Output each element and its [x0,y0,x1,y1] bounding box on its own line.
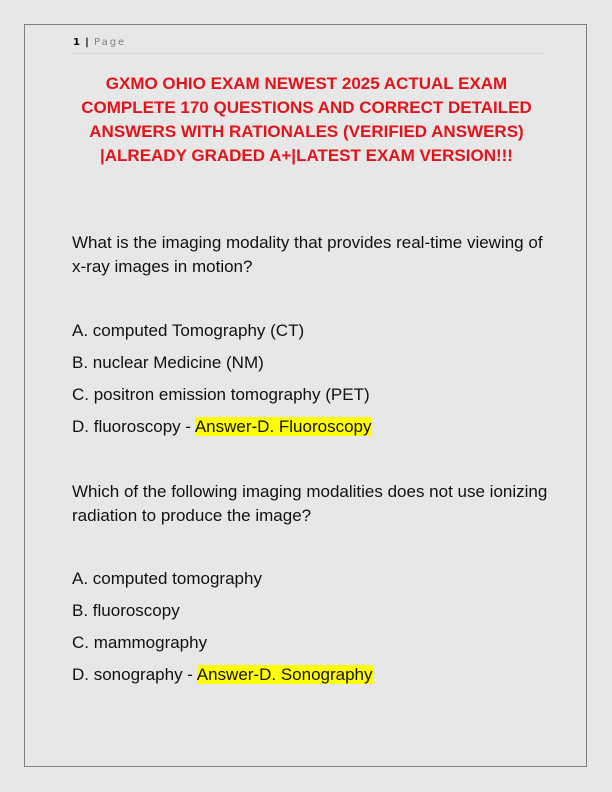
header-separator: | [85,37,89,48]
question-1-option-d-text: D. fluoroscopy - [72,417,195,436]
question-2-text: Which of the following imaging modalities does not use ionizing radiation to produce the image? [72,482,548,525]
question-2-option-b: B. fluoroscopy [72,601,180,620]
question-1-text: What is the imaging modality that provides real-time viewing of x-ray images in motion? [72,233,543,276]
page-label: Page [94,37,127,48]
question-2-option-a: A. computed tomography [72,569,262,588]
question-1-option-b: B. nuclear Medicine (NM) [72,353,264,372]
question-2-option-d [72,665,373,685]
question-1-option-d [72,417,372,437]
document-title: GXMO OHIO EXAM NEWEST 2025 ACTUAL EXAM COMPLETE 170 QUESTIONS AND CORRECT DETAILED ANSWERS WITH RATIONALES (VERIFIED ANSWERS) |ALREADY GRADED A+|LATEST EXAM VERSION!!! [81,74,532,165]
document-page [24,24,587,767]
page-header [73,37,543,54]
question-2-answer: Answer-D. Sonography [196,665,373,684]
page-number: 1 [73,37,80,48]
question-1-option-c: C. positron emission tomography (PET) [72,385,370,404]
question-2-option-c: C. mammography [72,633,208,652]
question-1-answer: Answer-D. Fluoroscopy [194,417,372,436]
question-1-option-a: A. computed Tomography (CT) [72,321,305,340]
question-2-option-d-text: D. sonography - [72,665,197,684]
